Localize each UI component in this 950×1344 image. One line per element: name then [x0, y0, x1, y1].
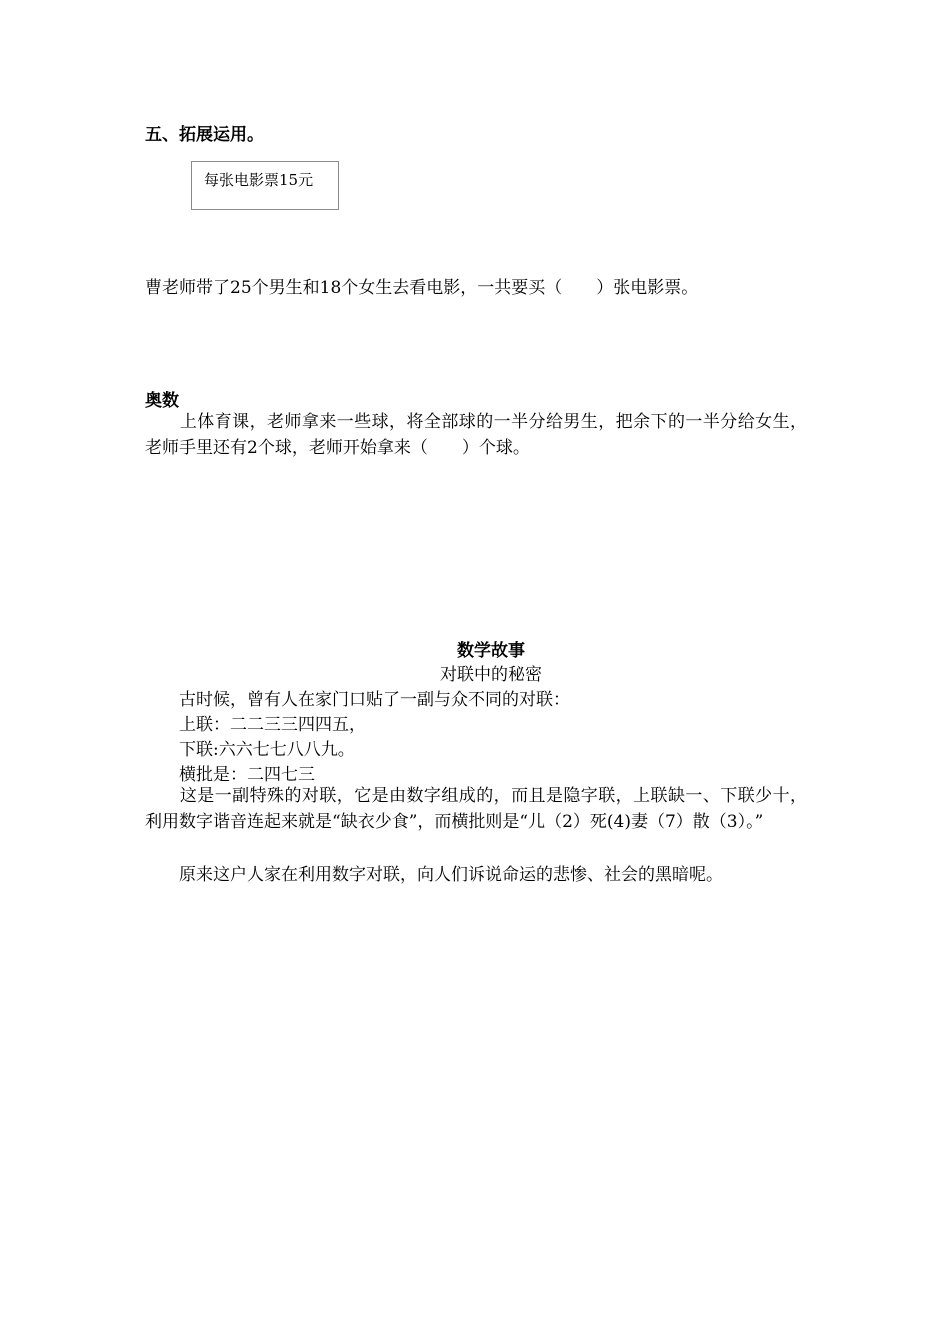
story-subtitle: 对联中的秘密	[440, 665, 542, 685]
story-line-4: 横批是：二四七三	[179, 765, 315, 785]
story-line-3: 下联:六六七七八八九。	[179, 740, 355, 760]
story-line-2: 上联：二二三三四四五，	[179, 715, 366, 735]
price-text: 每张电影票15元	[204, 171, 314, 189]
story-line-1: 古时候，曾有人在家门口贴了一副与众不同的对联：	[179, 690, 570, 710]
story-heading: 数学故事	[457, 641, 525, 661]
section-heading: 五、拓展运用。	[145, 125, 264, 145]
story-paragraph-1: 这是一副特殊的对联，它是由数字组成的，而且是隐字联，上联缺一、下联少十，利用数字谐音连起来就是“缺衣少食”，而横批则是“儿（2）死(4)妻（7）散（3）。”	[145, 786, 807, 832]
olympiad-question: 上体育课，老师拿来一些球，将全部球的一半分给男生，把余下的一半分给女生，老师手里还有2个球，老师开始拿来（ ）个球。	[145, 412, 807, 458]
price-box	[191, 161, 339, 210]
olympiad-heading: 奥数	[145, 391, 179, 411]
story-paragraph-2: 原来这户人家在利用数字对联，向人们诉说命运的悲惨、社会的黑暗呢。	[179, 865, 723, 885]
movie-ticket-question: 曹老师带了25个男生和18个女生去看电影，一共要买（ ）张电影票。	[145, 278, 699, 298]
